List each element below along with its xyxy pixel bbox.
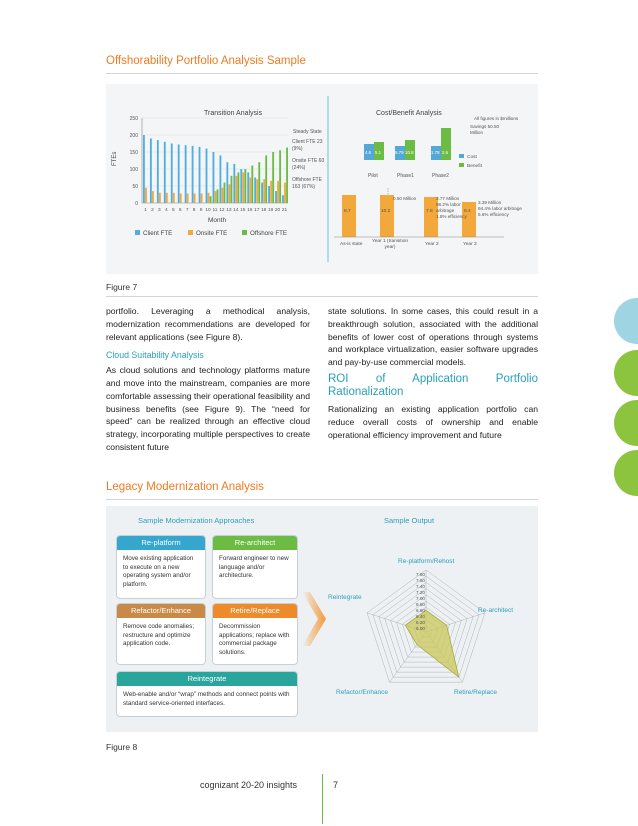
bar-client-fte [261,183,263,203]
y-tick-label: 50 [132,184,138,190]
bar-client-fte [206,149,208,203]
figure8-caption: Figure 8 [106,742,138,752]
bar-onsite-fte [222,188,224,203]
box-retire [212,603,298,665]
bar-client-fte [150,138,152,203]
x-tick-label: 1 [144,208,147,213]
callout-c1: 3.39 Million [478,200,502,205]
callout-b3: 1.8% efficiency [436,214,467,219]
box-rearchitect-body: Forward engineer to new language and/or architecture. [213,550,297,586]
bar-offshore-fte [244,169,246,203]
output-title: Sample Output [384,516,435,525]
bar-onsite-fte [201,193,203,203]
bar-offshore-fte [258,162,260,203]
phase-label-phase1: Phase1 [397,173,414,179]
cb-legend-benefit-swatch [459,163,464,167]
box-refactor [116,603,206,665]
x-tick-label: 12 [219,208,225,213]
bar-onsite-fte [208,193,210,203]
box-refactor-body: Remove code anomalies; restructure and optimize application code. [117,618,205,654]
figure7-caption: Figure 7 [106,282,138,292]
x-tick-label: 5 [171,208,175,213]
radar-axis-replatform: Re-platform/Rehost [398,558,455,565]
radar-tick-label: 7.20 [416,590,425,595]
transition-title: Transition Analysis [204,110,263,117]
bar-client-fte [199,147,201,203]
radar-axis-refactor: Refactor/Enhance [336,689,389,696]
bar-client-fte [219,155,221,203]
x-tick-label: 9 [199,208,203,213]
costbenefit-title: Cost/Benefit Analysis [376,110,442,117]
cb-savings: Savings 50.50 Million [470,124,500,135]
callout-b2: 98.2% labor arbitrage [436,202,461,213]
approaches-title: Sample Modernization Approaches [138,516,255,525]
box-replatform-title: Re-platform [117,536,205,550]
pv-1: 5.1 [375,150,382,155]
bar-client-fte [282,195,284,203]
bar-onsite-fte [242,172,244,203]
x-tick-label: 11 [212,208,218,213]
box-rearchitect [212,535,298,599]
bar-client-fte [157,140,159,203]
x-tick-label: 4 [164,208,168,213]
footer-divider [322,774,323,824]
box-replatform-body: Move existing application to execute on a new operating system and/or platform. [117,550,205,594]
figure7-svg [106,84,538,274]
bar-client-fte [240,169,242,203]
x-tick-label: 19 [267,208,274,213]
bar-client-fte [254,178,256,204]
pv-2: 5.79 [395,150,404,155]
pv-4: 1.78 [431,150,440,155]
bar-client-fte [233,164,235,203]
x-tick-label: 2 [151,208,154,213]
text-column-2 [328,305,538,441]
section-heading-offshorability: Offshorability Portfolio Analysis Sample [106,55,306,67]
bar-onsite-fte [194,193,196,203]
bar-onsite-fte [159,193,161,203]
radar-tick-label: 7.80 [416,572,425,577]
radar-tick-label: 6.40 [416,614,425,619]
phase-label-pilot: Pilot [368,173,378,179]
bar-onsite-fte [152,191,154,203]
y-tick-label: 200 [129,133,138,139]
transition-y-ticks [130,116,139,207]
decor-circle [614,400,638,446]
col1-paragraph-1: portfolio. Leveraging a methodical analysis, modernization recommendations are developed for relevant applications (see Figure 8). [106,306,310,342]
bar-onsite-fte [166,193,168,203]
x-tick-label: 8 [192,208,196,213]
cb-x-asis: As-is state [340,242,363,247]
cb-x-year2: Year 2 [425,242,439,247]
divider [106,296,538,297]
callout-a: 0.50 Million [393,196,417,201]
x-tick-label: 3 [158,208,161,213]
legend-swatch-onsite [188,230,193,235]
decor-circle [614,450,638,496]
page-number: 7 [333,780,339,790]
cb-legend-cost: Cost [467,155,477,160]
bar-onsite-fte [235,176,237,203]
legend-offshore: Offshore FTE [250,230,288,237]
bar-onsite-fte [270,181,272,203]
figure7-panel [106,84,538,274]
x-tick-label: 18 [260,208,267,213]
bar-offshore-fte [231,176,233,203]
transition-x-ticks [144,207,287,213]
x-tick-label: 6 [178,208,182,213]
col1-paragraph-2: As cloud solutions and technology platforms mature and move into the mainstream, companies are more comfortable assessing their operational feasibility and business benefits (see Figure 9). The “need for speed” can be realized through an effective cloud strategy, incorporating multiple perspectives to create consistent future [106,365,310,452]
bar-onsite-fte [284,183,286,203]
box-replatform [116,535,206,599]
pv-5: 2.6 [442,150,449,155]
bar-onsite-fte [256,179,258,203]
bar-client-fte [164,142,166,203]
callout-c3: 5.6% efficiency [478,212,509,217]
bar-client-fte [171,144,173,204]
bar-offshore-fte [237,172,239,203]
box-retire-title: Retire/Replace [213,604,297,618]
radar-chart [328,546,534,706]
col2-paragraph-2: Rationalizing an existing application portfolio can reduce overall costs of ownership and enable operational efficiency improvement and future [328,403,538,440]
footer-brand: cognizant 20-20 insights [200,780,298,790]
bar-client-fte [247,172,249,203]
bar-onsite-fte [180,193,182,203]
x-tick-label: 20 [274,208,281,213]
x-tick-label: 15 [240,208,246,213]
bar-offshore-fte [286,148,288,203]
cb-legend-benefit: Benefit [467,164,482,169]
callout-b1: 3.77 Million [436,196,460,201]
bar-onsite-fte [249,178,251,204]
legend-swatch-client [135,230,140,235]
bar-onsite-fte [145,188,147,203]
radar-tick-label: 7.00 [416,596,425,601]
legend-client: Client FTE [143,230,173,237]
x-tick-label: 13 [226,208,232,213]
x-tick-label: 17 [254,208,260,213]
bar-client-fte [275,191,277,203]
x-tick-label: 14 [233,208,239,213]
bar-offshore-fte [217,189,219,203]
divider [106,499,538,500]
y-tick-label: 100 [129,167,138,173]
callout-c2: 94.4% labor arbitrage [478,206,522,211]
bv-3: 8.4 [464,209,471,214]
cloud-suitability-heading: Cloud Suitability Analysis [106,350,204,361]
y-tick-label: 250 [129,116,138,122]
bar-client-fte [226,162,228,203]
radar-axis-retire: Retire/Replace [454,689,497,696]
transition-ylabel: FTEs [112,151,118,166]
text-column-1 [106,305,310,454]
box-reintegrate-body: Web-enable and/or “wrap” methods and connect points with standard service-oriented interfaces. [117,686,297,713]
pv-3: 10.8 [405,150,414,155]
bar-offshore-fte [251,166,253,203]
bar-offshore-fte [265,155,267,203]
radar-axis-reintegrate: Reintegrate [328,594,362,601]
bar-onsite-fte [215,191,217,203]
legend-swatch-offshore [242,230,247,235]
x-tick-label: 21 [281,208,288,213]
cb-x-year1: Year 1 (transition year) [371,239,409,250]
bar-offshore-fte [272,152,274,203]
divider [106,73,538,74]
bar-offshore-fte [224,183,226,203]
radar-tick-label: 7.60 [416,578,425,583]
pv-0: 4.6 [365,150,372,155]
bv-1: 10.2 [381,209,391,214]
radar-tick-label: 6.60 [416,608,425,613]
chevron-right-icon [302,592,326,646]
bar-offshore-fte [279,150,281,203]
phase-label-phase2: Phase2 [432,173,449,179]
bar-offshore-fte [210,196,212,203]
bar-onsite-fte [228,184,230,203]
phase2-benefit-bar [441,128,451,160]
radar-tick-label: 6.80 [416,602,425,607]
y-tick-label: 0 [135,201,138,207]
box-rearchitect-title: Re-architect [213,536,297,550]
box-refactor-title: Refactor/Enhance [117,604,205,618]
bar-onsite-fte [187,193,189,203]
col2-paragraph-1: state solutions. In some cases, this could result in a breakthrough solution, associated with the additional benefits of lower cost of operations through systems and workplace virtualization, easier software upgrades and pay-by-use commercial models. [328,306,538,368]
box-retire-body: Decommission applications; replace with commercial package solutions. [213,618,297,662]
radar-axis-rearchitect: Re-architect [478,607,514,614]
box-reintegrate [116,671,298,717]
bar-onsite-fte [263,179,265,203]
decor-circle [614,298,638,344]
note-steady: Steady State [293,129,322,135]
x-tick-label: 10 [205,208,211,213]
x-tick-label: 7 [185,208,189,213]
bar-client-fte [192,146,194,203]
cb-note-figures: All figures in $millions [474,116,519,121]
figure8-panel [106,506,538,732]
box-reintegrate-title: Reintegrate [117,672,297,686]
note-offshore: Offshore FTE 163 (67%) [292,177,322,190]
note-client: Client FTE 23 (9%) [292,139,323,152]
x-tick-label: 16 [247,208,253,213]
note-onsite: Onsite FTE 60 (24%) [292,158,325,171]
bar-client-fte [268,186,270,203]
radar-tick-label: 7.40 [416,584,425,589]
legend-onsite: Onsite FTE [196,230,228,237]
bar-onsite-fte [277,181,279,203]
bar-client-fte [178,145,180,203]
decor-circle [614,350,638,396]
roi-heading: ROI of Application Portfolio Rationalization [328,372,538,398]
bar-client-fte [213,152,215,203]
bv-2: 7.8 [426,209,433,214]
asis-bar [342,195,356,237]
cb-x-year3: Year 3 [463,242,477,247]
section-heading-legacy: Legacy Modernization Analysis [106,481,264,493]
bar-client-fte [185,145,187,203]
bv-0: 8.7 [344,209,351,214]
radar-tick-label: 6.20 [416,620,425,625]
cb-legend-cost-swatch [459,154,464,158]
bar-onsite-fte [173,193,175,203]
y-tick-label: 150 [129,150,138,156]
transition-xlabel: Month [208,217,227,224]
radar-tick-label: 6.00 [416,626,425,631]
bar-client-fte [143,135,145,203]
year1-bar [380,195,394,237]
